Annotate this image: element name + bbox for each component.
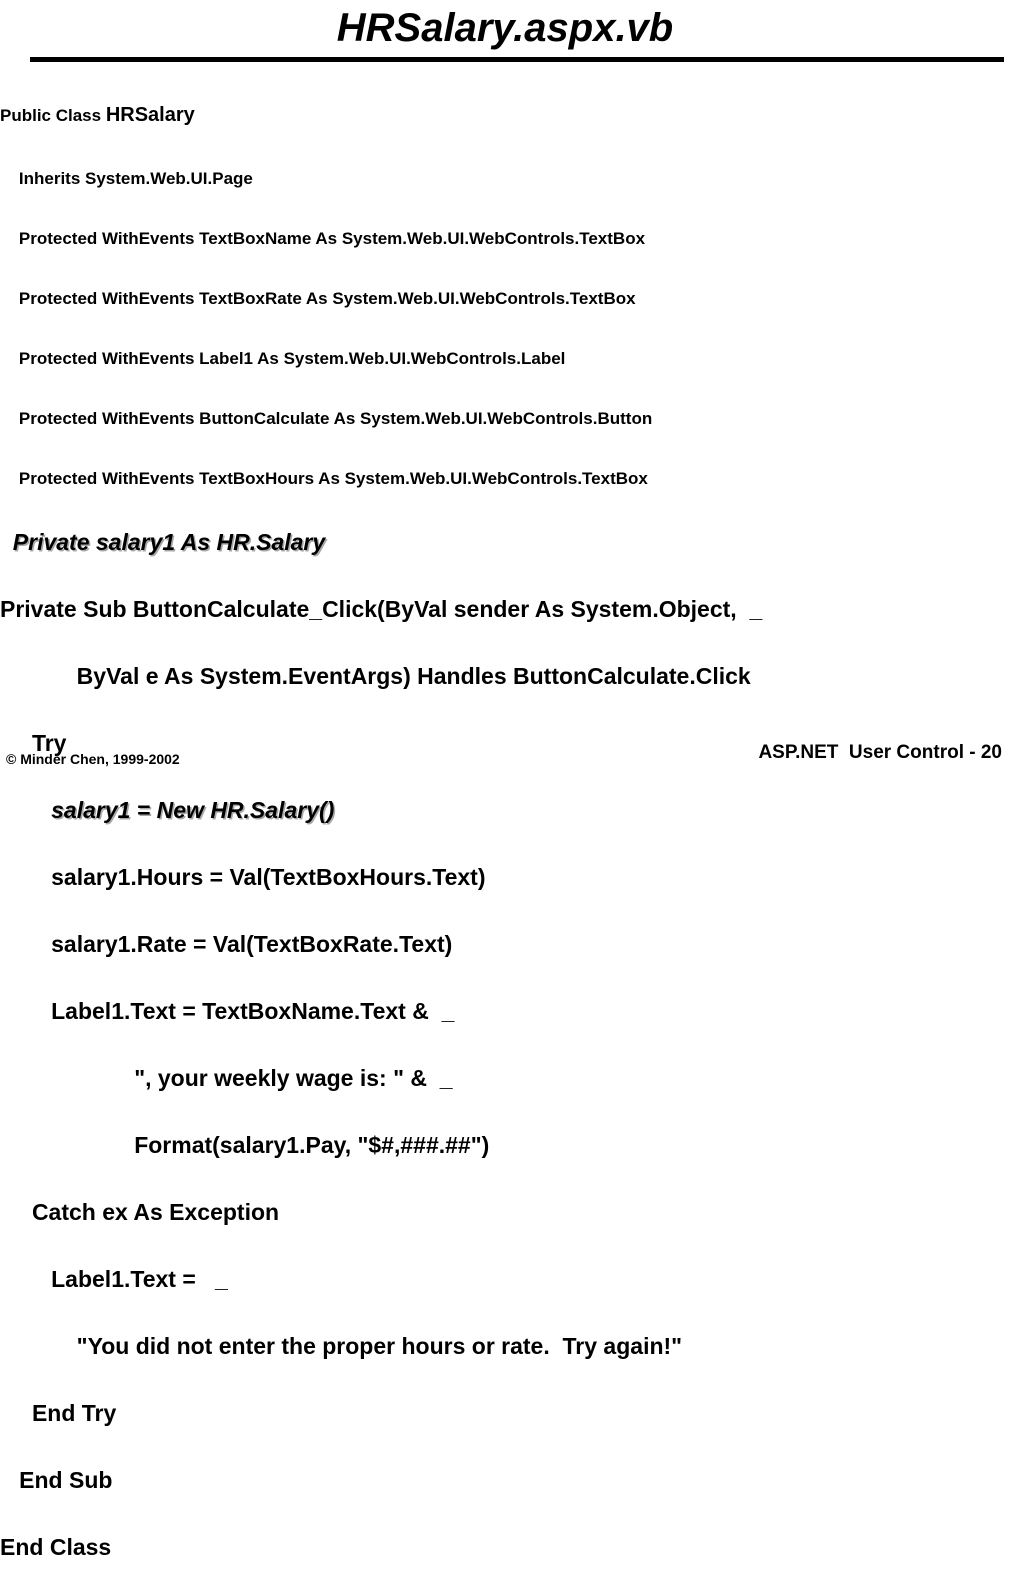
code-line-private-salary: Private salary1 As HR.Salary [0, 529, 326, 555]
code-line-label1: Protected WithEvents Label1 As System.Web.UI.WebControls.Label [0, 349, 566, 368]
code-line-new-salary: salary1 = New HR.Salary() [0, 797, 335, 823]
class-keyword: Public Class [0, 106, 106, 125]
code-line-sub-declaration: Private Sub ButtonCalculate_Click(ByVal sender As System.Object, _ [0, 596, 763, 622]
code-line-label-text-cont2: Format(salary1.Pay, "$#,###.##") [0, 1132, 490, 1158]
code-line-textboxrate: Protected WithEvents TextBoxRate As System.Web.UI.WebControls.TextBox [0, 289, 636, 308]
code-line-error-label: Label1.Text = _ [0, 1266, 228, 1292]
code-line-class-declaration [0, 100, 1020, 131]
code-line-label-text-cont1: ", your weekly wage is: " & _ [0, 1065, 453, 1091]
code-line-end-try: End Try [0, 1400, 117, 1426]
code-listing [0, 64, 1020, 1581]
code-line-label-text: Label1.Text = TextBoxName.Text & _ [0, 998, 455, 1024]
code-line-inherits: Inherits System.Web.UI.Page [0, 169, 253, 188]
code-line-set-hours: salary1.Hours = Val(TextBoxHours.Text) [0, 864, 486, 890]
title-underline [30, 57, 1004, 62]
code-line-set-rate: salary1.Rate = Val(TextBoxRate.Text) [0, 931, 453, 957]
code-line-end-sub: End Sub [0, 1467, 113, 1493]
code-line-try: Try [0, 730, 67, 756]
slide-title: HRSalary.aspx.vb [336, 6, 674, 50]
code-line-buttoncalculate: Protected WithEvents ButtonCalculate As System.Web.UI.WebControls.Button [0, 409, 653, 428]
code-line-textboxname: Protected WithEvents TextBoxName As System.Web.UI.WebControls.TextBox [0, 229, 646, 248]
footer-slide-label: ASP.NET User Control - 20 [758, 742, 1002, 763]
class-name: HRSalary [105, 104, 195, 126]
code-line-end-class: End Class [0, 1534, 112, 1560]
footer-copyright: © Minder Chen, 1999-2002 [6, 751, 180, 767]
code-line-textboxhours: Protected WithEvents TextBoxHours As System.Web.UI.WebControls.TextBox [0, 469, 648, 488]
code-line-error-message: "You did not enter the proper hours or rate. Try again!" [0, 1333, 683, 1359]
code-line-catch: Catch ex As Exception [0, 1199, 280, 1225]
code-line-sub-continuation: ByVal e As System.EventArgs) Handles ButtonCalculate.Click [0, 663, 751, 689]
